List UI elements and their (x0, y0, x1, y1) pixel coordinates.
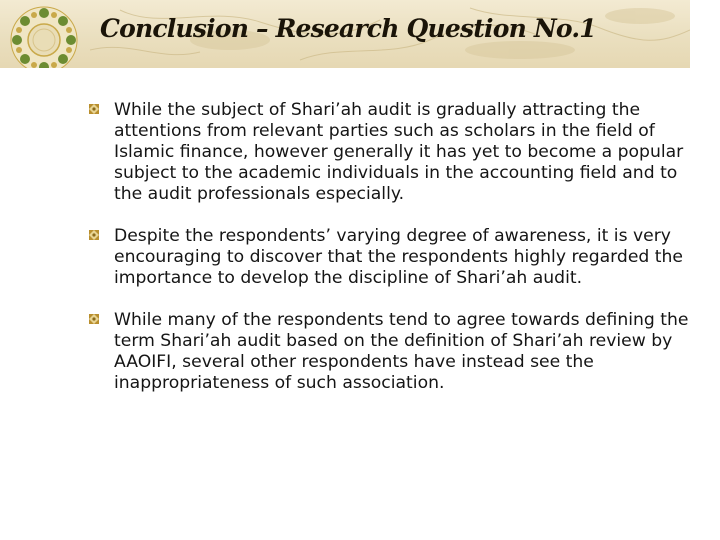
bullet-item (88, 100, 698, 205)
bullet-text: While the subject of Shari’ah audit is gradually attracting the attentions from relevant parties such as scholars in the field of Islamic finance, however generally it has yet to become a popular subject to the academic individuals in the accounting field and to the audit professionals especially. (114, 100, 684, 204)
bullet-text: While many of the respondents tend to agree towards defining the term Shari’ah audit based on the definition of Shari’ah review by AAOIFI, several other respondents have instead see the inappropriateness of such association. (114, 310, 689, 393)
bullet-diamond-icon (88, 103, 100, 115)
title-banner (0, 0, 690, 68)
floral-emblem-icon (4, 4, 84, 68)
bullet-item (88, 310, 698, 394)
slide-title: Conclusion – Research Question No.1 (100, 14, 596, 43)
bullet-diamond-icon (88, 313, 100, 325)
bullet-list (88, 100, 698, 415)
bullet-item (88, 226, 698, 289)
bullet-text: Despite the respondents’ varying degree of awareness, it is very encouraging to discover that the respondents highly regarded the importance to develop the discipline of Shari’ah audit. (114, 226, 683, 288)
bullet-diamond-icon (88, 229, 100, 241)
